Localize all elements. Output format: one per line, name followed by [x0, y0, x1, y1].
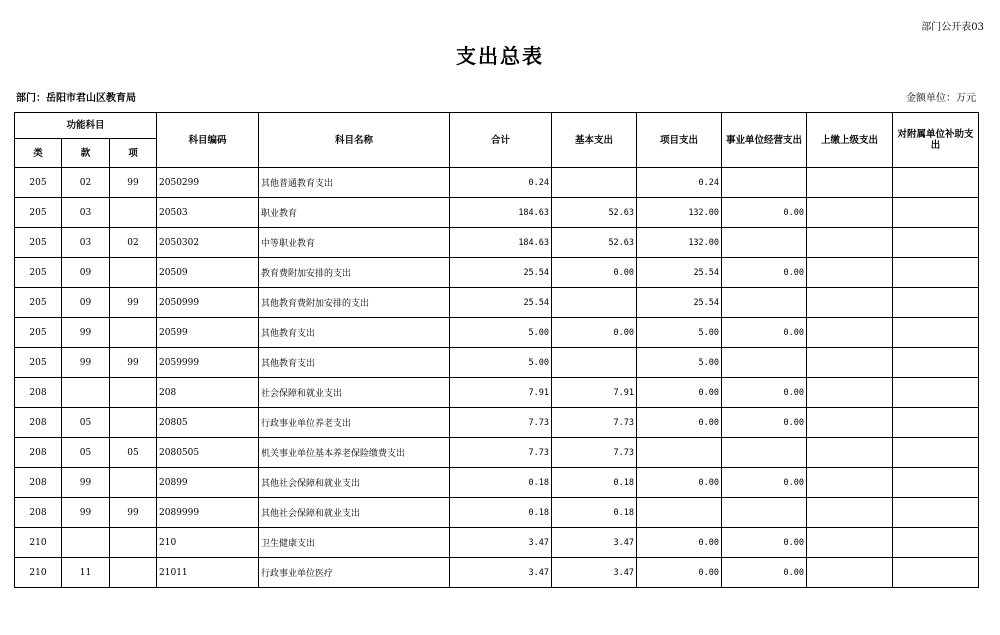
cell-name: 职业教育 [259, 198, 450, 228]
cell-project: 0.00 [637, 408, 722, 438]
cell-xiang [110, 318, 157, 348]
cell-code: 2050999 [157, 288, 259, 318]
cell-code: 20509 [157, 258, 259, 288]
cell-project: 0.00 [637, 558, 722, 588]
cell-project [637, 498, 722, 528]
cell-project: 25.54 [637, 258, 722, 288]
cell-xiang: 99 [110, 168, 157, 198]
cell-upper [807, 468, 893, 498]
cell-subsidy [893, 348, 979, 378]
header-business: 事业单位经营支出 [722, 113, 807, 168]
cell-code: 20599 [157, 318, 259, 348]
cell-business: 0.00 [722, 258, 807, 288]
cell-basic: 0.00 [552, 318, 637, 348]
cell-total: 7.73 [450, 438, 552, 468]
cell-upper [807, 348, 893, 378]
cell-business [722, 498, 807, 528]
cell-lei: 205 [15, 198, 62, 228]
cell-project: 0.00 [637, 378, 722, 408]
table-row [15, 378, 979, 408]
cell-total: 184.63 [450, 228, 552, 258]
cell-upper [807, 228, 893, 258]
cell-basic: 52.63 [552, 228, 637, 258]
cell-basic: 7.73 [552, 408, 637, 438]
cell-business: 0.00 [722, 378, 807, 408]
cell-subsidy [893, 558, 979, 588]
cell-business: 0.00 [722, 198, 807, 228]
table-row [15, 408, 979, 438]
cell-project: 5.00 [637, 348, 722, 378]
cell-xiang: 02 [110, 228, 157, 258]
cell-lei: 208 [15, 378, 62, 408]
cell-project: 25.54 [637, 288, 722, 318]
table-row [15, 528, 979, 558]
cell-xiang: 05 [110, 438, 157, 468]
cell-subsidy [893, 228, 979, 258]
cell-xiang [110, 408, 157, 438]
cell-basic: 7.73 [552, 438, 637, 468]
cell-name: 其他教育支出 [259, 318, 450, 348]
cell-kuan [62, 378, 110, 408]
cell-lei: 210 [15, 528, 62, 558]
cell-total: 3.47 [450, 558, 552, 588]
cell-xiang [110, 378, 157, 408]
cell-upper [807, 318, 893, 348]
cell-kuan: 02 [62, 168, 110, 198]
cell-basic: 0.18 [552, 468, 637, 498]
cell-code: 2080505 [157, 438, 259, 468]
header-code: 科目编码 [157, 113, 259, 168]
cell-business [722, 168, 807, 198]
header-project: 项目支出 [637, 113, 722, 168]
cell-business [722, 288, 807, 318]
header-name: 科目名称 [259, 113, 450, 168]
cell-xiang [110, 528, 157, 558]
cell-total: 25.54 [450, 258, 552, 288]
cell-total: 0.18 [450, 498, 552, 528]
cell-total: 0.18 [450, 468, 552, 498]
cell-upper [807, 528, 893, 558]
cell-kuan: 05 [62, 408, 110, 438]
header-subsidy: 对附属单位补助支出 [893, 113, 979, 168]
header-kuan: 款 [62, 139, 110, 168]
cell-xiang [110, 258, 157, 288]
cell-subsidy [893, 258, 979, 288]
cell-name: 社会保障和就业支出 [259, 378, 450, 408]
cell-project: 132.00 [637, 228, 722, 258]
cell-business [722, 438, 807, 468]
header-func-subject: 功能科目 [15, 113, 157, 139]
table-row [15, 288, 979, 318]
cell-project: 0.24 [637, 168, 722, 198]
cell-xiang [110, 468, 157, 498]
cell-basic: 0.00 [552, 258, 637, 288]
cell-lei: 205 [15, 168, 62, 198]
cell-code: 2050302 [157, 228, 259, 258]
cell-upper [807, 198, 893, 228]
cell-total: 25.54 [450, 288, 552, 318]
cell-basic: 52.63 [552, 198, 637, 228]
cell-kuan: 03 [62, 228, 110, 258]
expenditure-table [14, 112, 979, 588]
header-basic: 基本支出 [552, 113, 637, 168]
cell-lei: 205 [15, 258, 62, 288]
cell-business: 0.00 [722, 528, 807, 558]
cell-name: 其他普通教育支出 [259, 168, 450, 198]
cell-lei: 208 [15, 498, 62, 528]
cell-name: 教育费附加安排的支出 [259, 258, 450, 288]
cell-kuan [62, 528, 110, 558]
cell-subsidy [893, 378, 979, 408]
cell-name: 行政事业单位养老支出 [259, 408, 450, 438]
cell-upper [807, 378, 893, 408]
cell-business: 0.00 [722, 318, 807, 348]
cell-code: 2089999 [157, 498, 259, 528]
cell-basic [552, 288, 637, 318]
cell-kuan: 99 [62, 318, 110, 348]
cell-upper [807, 288, 893, 318]
cell-name: 行政事业单位医疗 [259, 558, 450, 588]
cell-subsidy [893, 468, 979, 498]
cell-total: 3.47 [450, 528, 552, 558]
page-title: 支出总表 [456, 44, 544, 68]
cell-code: 208 [157, 378, 259, 408]
cell-code: 210 [157, 528, 259, 558]
cell-project: 0.00 [637, 468, 722, 498]
cell-lei: 205 [15, 228, 62, 258]
table-row [15, 318, 979, 348]
cell-lei: 205 [15, 318, 62, 348]
cell-kuan: 99 [62, 498, 110, 528]
form-number-label: 部门公开表03 [921, 22, 984, 33]
header-xiang: 项 [110, 139, 157, 168]
cell-basic: 0.18 [552, 498, 637, 528]
cell-name: 中等职业教育 [259, 228, 450, 258]
table-row [15, 258, 979, 288]
cell-name: 其他社会保障和就业支出 [259, 498, 450, 528]
cell-business: 0.00 [722, 408, 807, 438]
department-label: 部门：岳阳市君山区教育局 [16, 93, 136, 104]
cell-upper [807, 258, 893, 288]
cell-name: 卫生健康支出 [259, 528, 450, 558]
cell-kuan: 03 [62, 198, 110, 228]
cell-project: 132.00 [637, 198, 722, 228]
table-row [15, 348, 979, 378]
cell-subsidy [893, 198, 979, 228]
cell-lei: 205 [15, 288, 62, 318]
cell-lei: 208 [15, 468, 62, 498]
cell-code: 2059999 [157, 348, 259, 378]
cell-subsidy [893, 498, 979, 528]
table-row [15, 228, 979, 258]
header-total: 合计 [450, 113, 552, 168]
cell-lei: 210 [15, 558, 62, 588]
cell-total: 7.73 [450, 408, 552, 438]
cell-xiang [110, 558, 157, 588]
cell-subsidy [893, 408, 979, 438]
cell-xiang: 99 [110, 348, 157, 378]
table-row [15, 168, 979, 198]
cell-basic: 7.91 [552, 378, 637, 408]
cell-lei: 205 [15, 348, 62, 378]
cell-name: 其他教育支出 [259, 348, 450, 378]
cell-upper [807, 438, 893, 468]
cell-total: 7.91 [450, 378, 552, 408]
cell-kuan: 11 [62, 558, 110, 588]
cell-business: 0.00 [722, 468, 807, 498]
cell-upper [807, 498, 893, 528]
cell-total: 0.24 [450, 168, 552, 198]
cell-code: 20503 [157, 198, 259, 228]
cell-code: 20899 [157, 468, 259, 498]
cell-basic [552, 348, 637, 378]
cell-kuan: 99 [62, 468, 110, 498]
cell-business [722, 348, 807, 378]
cell-kuan: 09 [62, 288, 110, 318]
cell-code: 2050299 [157, 168, 259, 198]
cell-total: 5.00 [450, 318, 552, 348]
cell-kuan: 99 [62, 348, 110, 378]
cell-project: 0.00 [637, 528, 722, 558]
cell-xiang [110, 198, 157, 228]
cell-business: 0.00 [722, 558, 807, 588]
table-row [15, 558, 979, 588]
cell-code: 20805 [157, 408, 259, 438]
cell-upper [807, 408, 893, 438]
cell-kuan: 05 [62, 438, 110, 468]
cell-basic: 3.47 [552, 558, 637, 588]
cell-kuan: 09 [62, 258, 110, 288]
cell-subsidy [893, 168, 979, 198]
cell-basic [552, 168, 637, 198]
table-row [15, 438, 979, 468]
cell-lei: 208 [15, 438, 62, 468]
cell-upper [807, 558, 893, 588]
cell-project [637, 438, 722, 468]
cell-project: 5.00 [637, 318, 722, 348]
cell-subsidy [893, 528, 979, 558]
cell-basic: 3.47 [552, 528, 637, 558]
table-body [15, 168, 979, 588]
cell-subsidy [893, 318, 979, 348]
cell-name: 机关事业单位基本养老保险缴费支出 [259, 438, 450, 468]
cell-name: 其他社会保障和就业支出 [259, 468, 450, 498]
cell-upper [807, 168, 893, 198]
cell-business [722, 228, 807, 258]
header-upper: 上缴上级支出 [807, 113, 893, 168]
table-row [15, 498, 979, 528]
table-row [15, 468, 979, 498]
cell-subsidy [893, 438, 979, 468]
table-row [15, 198, 979, 228]
cell-total: 184.63 [450, 198, 552, 228]
cell-subsidy [893, 288, 979, 318]
cell-xiang: 99 [110, 498, 157, 528]
cell-xiang: 99 [110, 288, 157, 318]
cell-code: 21011 [157, 558, 259, 588]
header-lei: 类 [15, 139, 62, 168]
amount-unit-label: 金额单位：万元 [906, 93, 976, 104]
cell-name: 其他教育费附加安排的支出 [259, 288, 450, 318]
cell-total: 5.00 [450, 348, 552, 378]
cell-lei: 208 [15, 408, 62, 438]
